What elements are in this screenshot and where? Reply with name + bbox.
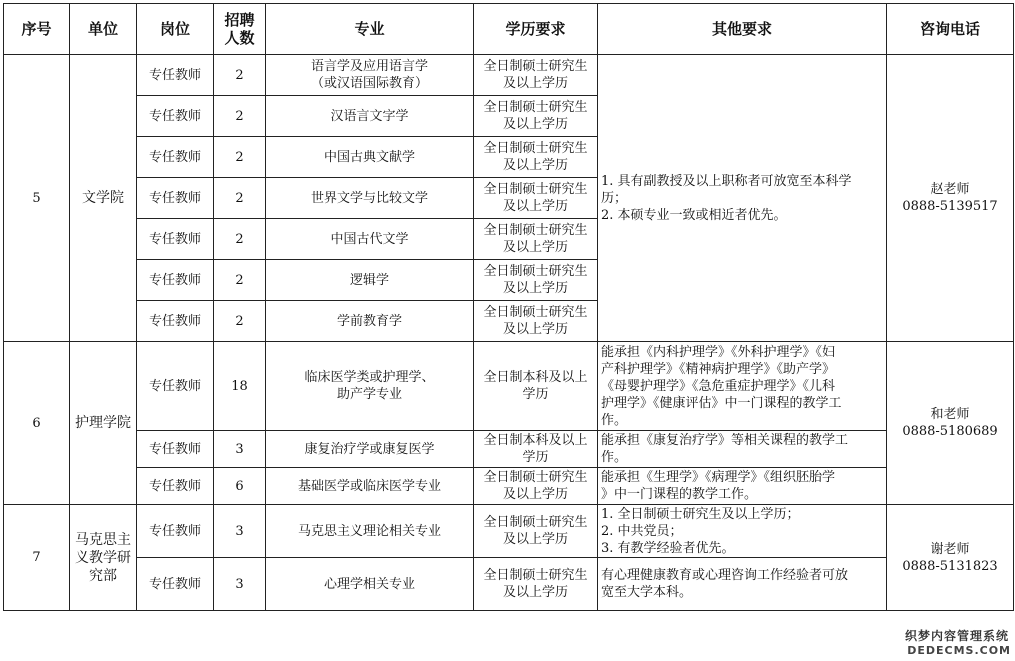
count-cell: 3: [214, 431, 266, 468]
major-cell: 基础医学或临床医学专业: [266, 468, 474, 505]
count-cell: 2: [214, 137, 266, 178]
contact-phone: 0888-5131823: [902, 558, 998, 574]
contact-phone: 0888-5139517: [902, 199, 998, 214]
education-cell: 全日制硕士研究生 及以上学历: [474, 178, 598, 219]
header-post: 岗位: [137, 4, 214, 55]
other-requirements-cell: 能承担《内科护理学》《外科护理学》《妇 产科护理学》《精神病护理学》《助产学》 《母婴护理学》《急危重症护理学》《儿科 护理学》《健康评估》中一门课程的教学工 作。: [598, 342, 887, 431]
post-cell: 专任教师: [137, 301, 214, 342]
header-major: 专业: [266, 4, 474, 55]
watermark-title: 织梦内容管理系统: [904, 629, 1009, 643]
seq-cell: 6: [4, 342, 70, 505]
major-cell: 中国古代文学: [266, 219, 474, 260]
count-cell: 3: [214, 558, 266, 611]
header-other: 其他要求: [598, 4, 887, 55]
post-cell: 专任教师: [137, 137, 214, 178]
count-cell: 3: [214, 505, 266, 558]
header-row: [4, 4, 1014, 55]
education-cell: 全日制硕士研究生 及以上学历: [474, 468, 598, 505]
other-requirements-cell: 有心理健康教育或心理咨询工作经验者可放 宽至大学本科。: [598, 558, 887, 611]
contact-cell: [887, 342, 1014, 505]
post-cell: 专任教师: [137, 505, 214, 558]
major-cell: 马克思主义理论相关专业: [266, 505, 474, 558]
other-requirements-cell: 能承担《生理学》《病理学》《组织胚胎学 》中一门课程的教学工作。: [598, 468, 887, 505]
table-row: [4, 468, 1014, 505]
other-requirements-cell: 1. 具有副教授及以上职称者可放宽至本科学 历； 2. 本硕专业一致或相近者优先。: [598, 55, 887, 342]
contact-name: 和老师: [930, 407, 970, 422]
education-cell: 全日制硕士研究生 及以上学历: [474, 301, 598, 342]
count-cell: 2: [214, 178, 266, 219]
table-row: [4, 55, 1014, 96]
post-cell: 专任教师: [137, 558, 214, 611]
education-cell: 全日制硕士研究生 及以上学历: [474, 137, 598, 178]
seq-cell: 7: [4, 505, 70, 611]
seq-cell: 5: [4, 55, 70, 342]
contact-phone: 0888-5180689: [902, 424, 998, 439]
education-cell: 全日制硕士研究生 及以上学历: [474, 219, 598, 260]
major-cell: 逻辑学: [266, 260, 474, 301]
other-requirements-cell: 能承担《康复治疗学》等相关课程的教学工 作。: [598, 431, 887, 468]
major-cell: 语言学及应用语言学 （或汉语国际教育）: [266, 55, 474, 96]
post-cell: 专任教师: [137, 260, 214, 301]
other-requirements-cell: 1. 全日制硕士研究生及以上学历； 2. 中共党员； 3. 有教学经验者优先。: [598, 505, 887, 558]
education-cell: 全日制硕士研究生 及以上学历: [474, 55, 598, 96]
table-row: [4, 431, 1014, 468]
post-cell: 专任教师: [137, 96, 214, 137]
major-cell: 汉语言文字学: [266, 96, 474, 137]
contact-cell: [887, 505, 1014, 611]
major-cell: 学前教育学: [266, 301, 474, 342]
education-cell: 全日制硕士研究生 及以上学历: [474, 260, 598, 301]
contact-cell: [887, 55, 1014, 342]
major-cell: 世界文学与比较文学: [266, 178, 474, 219]
table-row: [4, 558, 1014, 611]
major-cell: 临床医学类或护理学、 助产学专业: [266, 342, 474, 431]
header-seq: 序号: [4, 4, 70, 55]
post-cell: 专任教师: [137, 178, 214, 219]
watermark-url: DEDECMS.COM: [907, 644, 1011, 657]
contact-name: 谢老师: [930, 541, 970, 557]
table-row: [4, 505, 1014, 558]
header-contact: 咨询电话: [887, 4, 1014, 55]
header-unit: 单位: [70, 4, 137, 55]
header-education: 学历要求: [474, 4, 598, 55]
education-cell: 全日制硕士研究生 及以上学历: [474, 505, 598, 558]
education-cell: 全日制本科及以上 学历: [474, 342, 598, 431]
unit-cell: 护理学院: [70, 342, 137, 505]
post-cell: 专任教师: [137, 219, 214, 260]
unit-cell: 马克思主 义教学研 究部: [70, 505, 137, 611]
count-cell: 18: [214, 342, 266, 431]
unit-cell: 文学院: [70, 55, 137, 342]
header-count: 招聘 人数: [214, 4, 266, 55]
education-cell: 全日制硕士研究生 及以上学历: [474, 558, 598, 611]
count-cell: 2: [214, 55, 266, 96]
major-cell: 康复治疗学或康复医学: [266, 431, 474, 468]
recruitment-table: [3, 3, 1014, 611]
contact-name: 赵老师: [930, 182, 970, 197]
count-cell: 2: [214, 219, 266, 260]
count-cell: 6: [214, 468, 266, 505]
education-cell: 全日制硕士研究生 及以上学历: [474, 96, 598, 137]
major-cell: 心理学相关专业: [266, 558, 474, 611]
post-cell: 专任教师: [137, 55, 214, 96]
post-cell: 专任教师: [137, 342, 214, 431]
table-row: [4, 342, 1014, 431]
post-cell: 专任教师: [137, 431, 214, 468]
count-cell: 2: [214, 96, 266, 137]
watermark: [903, 627, 1011, 657]
education-cell: 全日制本科及以上 学历: [474, 431, 598, 468]
count-cell: 2: [214, 301, 266, 342]
post-cell: 专任教师: [137, 468, 214, 505]
major-cell: 中国古典文献学: [266, 137, 474, 178]
count-cell: 2: [214, 260, 266, 301]
